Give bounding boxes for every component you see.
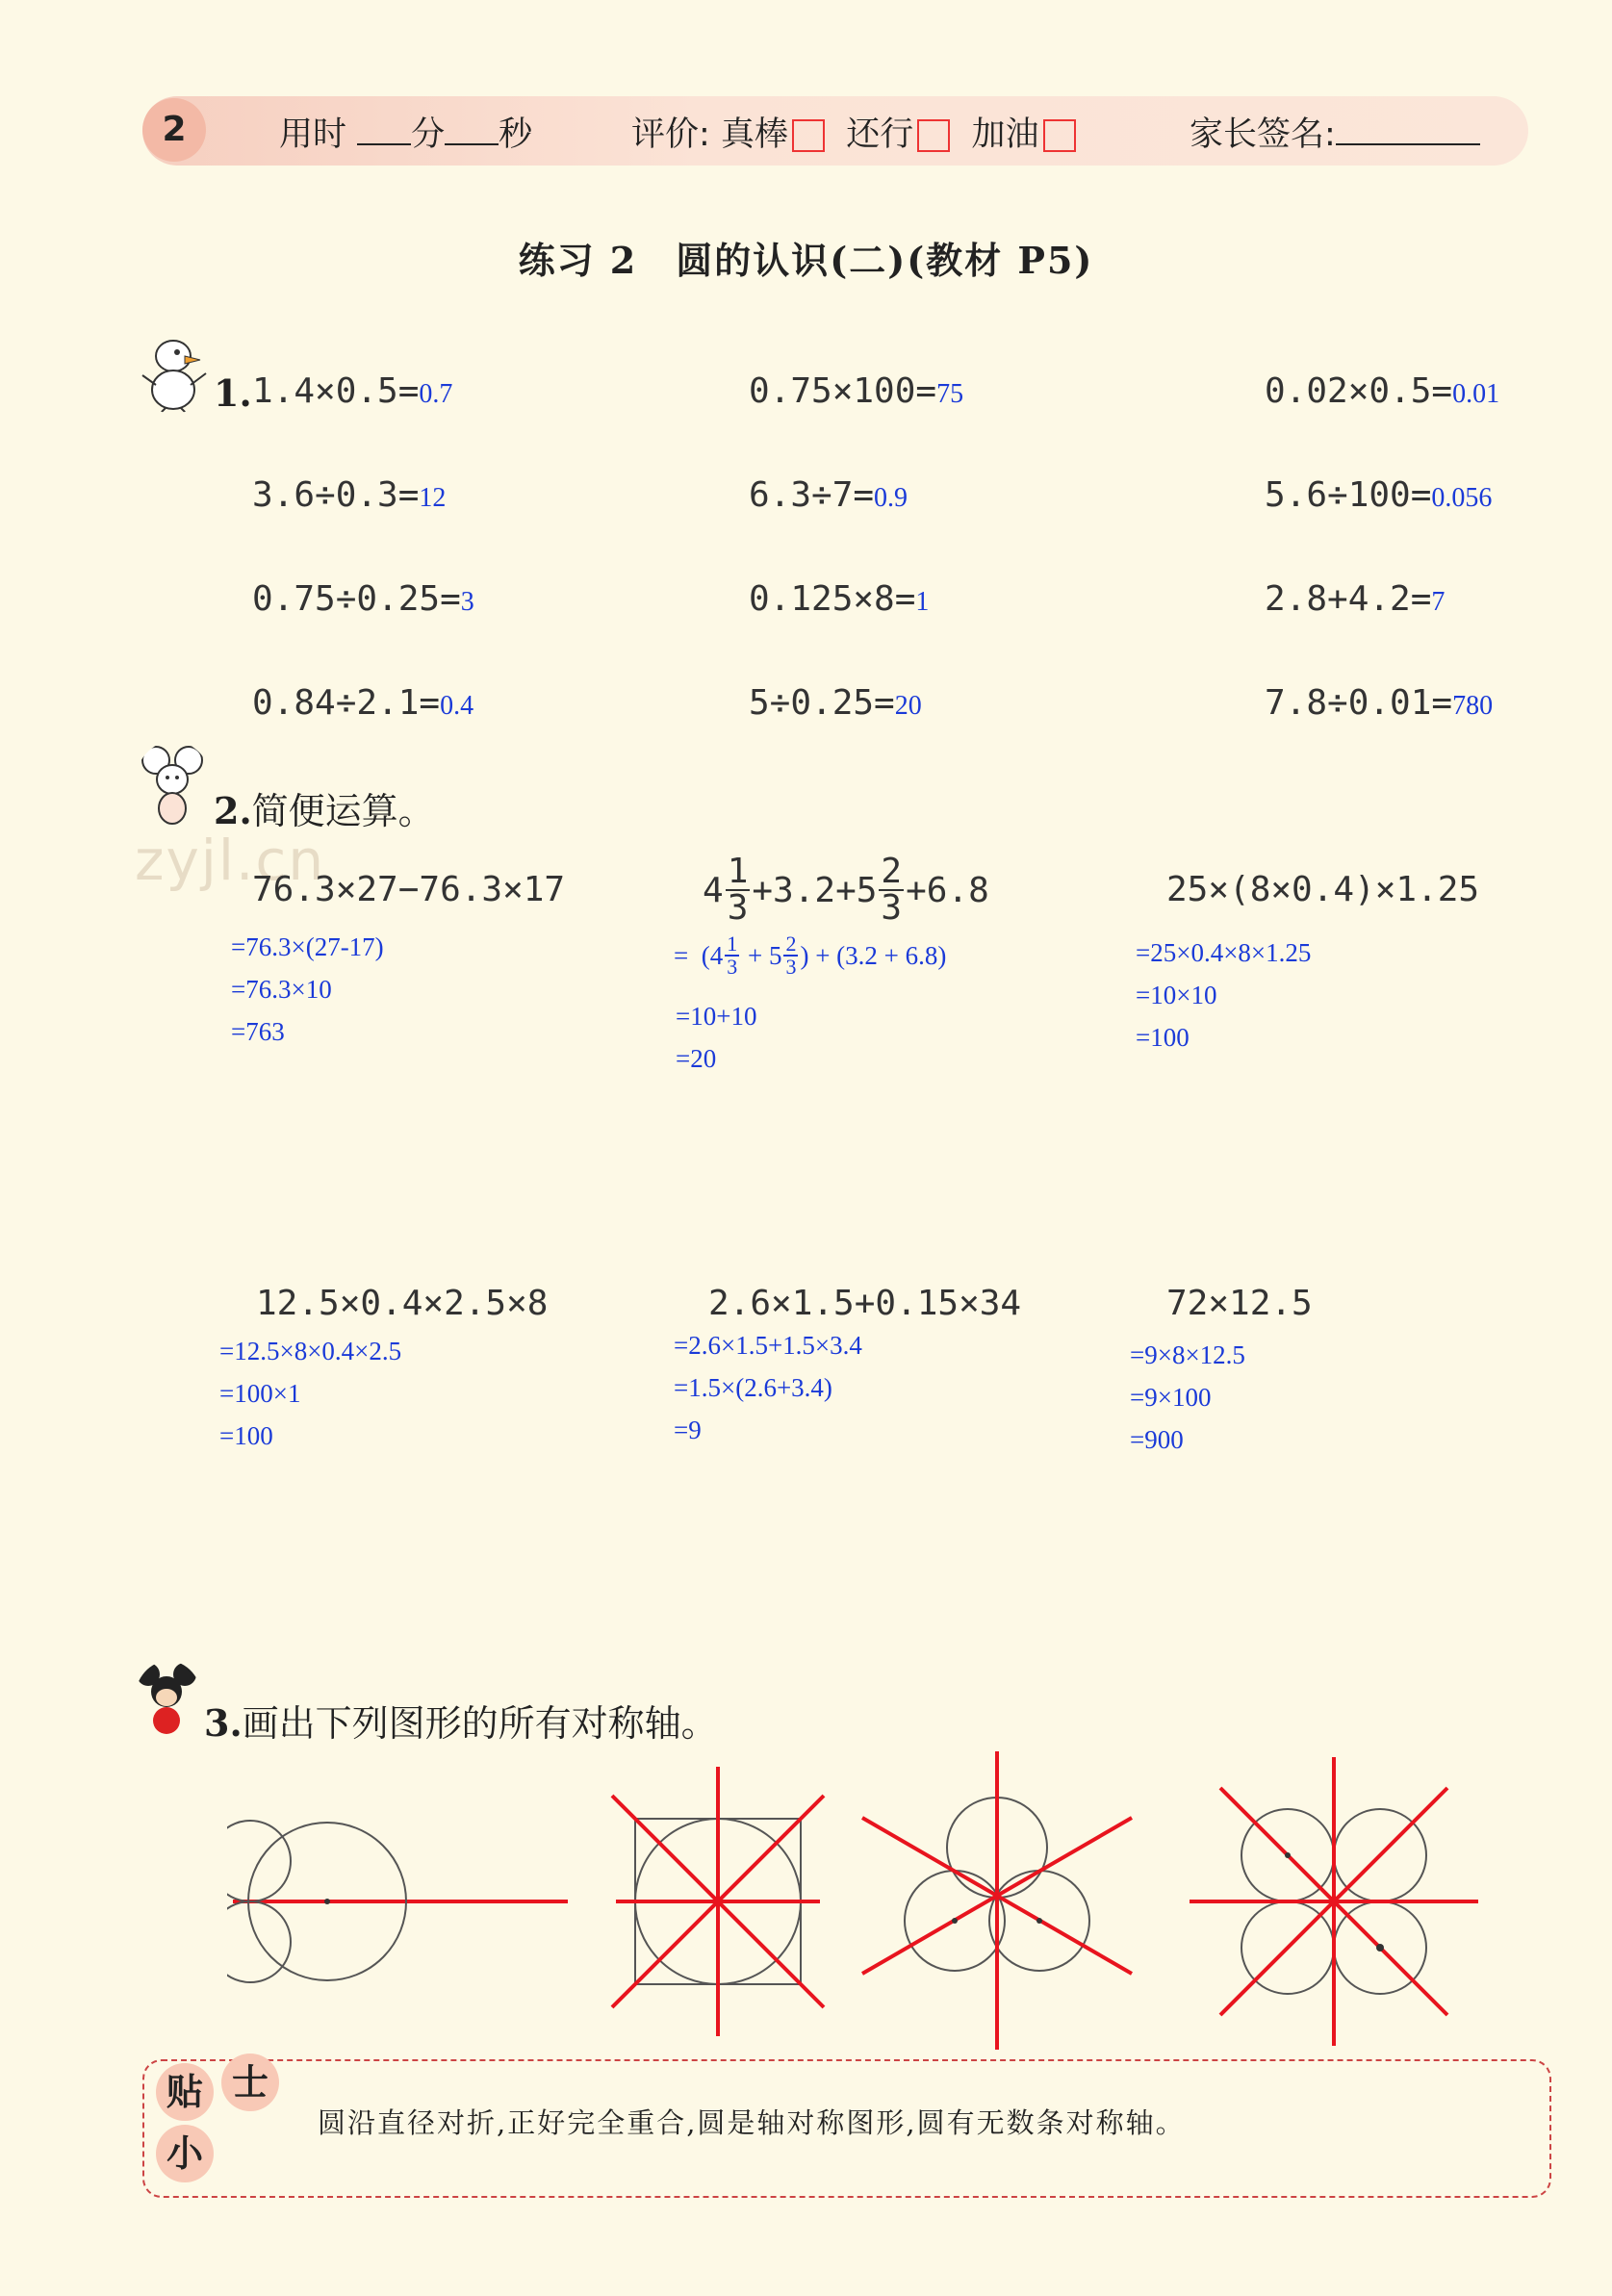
page-number: 2 — [142, 98, 206, 162]
q2-problem-expression — [703, 852, 989, 928]
q3-figures — [227, 1751, 1488, 2059]
rating-checkbox-ok[interactable] — [917, 119, 950, 152]
q1-answer: 0.9 — [874, 483, 908, 513]
q1-answer: 0.056 — [1431, 483, 1493, 513]
q3-text: 画出下列图形的所有对称轴。 — [242, 1702, 718, 1745]
fraction-denominator: 3 — [785, 955, 797, 979]
q2-problem-expression: 2.6×1.5+0.15×34 — [708, 1284, 1022, 1323]
tip-char-xiao: 小 — [156, 2125, 214, 2182]
center-dot — [324, 1899, 330, 1904]
fraction-numerator: 2 — [785, 931, 797, 956]
work-step: =763 — [231, 1017, 285, 1046]
work-step: =25×0.4×8×1.25 — [1136, 938, 1312, 967]
work-step: =12.5×8×0.4×2.5 — [219, 1337, 402, 1365]
q1-expression: 0.75×100= — [749, 371, 937, 411]
q2-work — [1130, 1334, 1245, 1461]
fraction-denominator: 3 — [881, 888, 903, 928]
rating-option-ok: 还行 — [846, 115, 914, 154]
q1-problem — [252, 371, 452, 411]
q1-expression: 0.02×0.5= — [1265, 371, 1453, 411]
tip-char-tie: 贴 — [156, 2063, 214, 2121]
work-step: =9 — [674, 1416, 702, 1444]
expression-part: 4 — [703, 870, 724, 910]
q1-expression: 1.4×0.5= — [252, 371, 420, 411]
work-step-part: = (4 — [674, 941, 724, 970]
q1-answer: 75 — [936, 379, 964, 409]
q1-expression: 2.8+4.2= — [1265, 579, 1432, 619]
rating-checkbox-keep-going[interactable] — [1043, 119, 1076, 152]
fraction-denominator: 3 — [727, 888, 749, 928]
q2-heading — [214, 781, 435, 834]
rating-option-keep-going: 加油 — [971, 115, 1039, 154]
work-step-part: ) + (3.2 + 6.8) — [800, 941, 947, 970]
mouse-mascot-icon — [135, 741, 212, 828]
work-step: =9×8×12.5 — [1130, 1340, 1245, 1369]
minute-blank[interactable] — [357, 116, 411, 145]
q1-expression: 0.75÷0.25= — [252, 579, 461, 619]
parent-signature-blank[interactable] — [1336, 116, 1480, 145]
rating-field — [631, 108, 1076, 156]
q1-expression: 7.8÷0.01= — [1265, 683, 1453, 723]
q1-answer: 780 — [1452, 691, 1494, 721]
fraction-numerator: 1 — [727, 852, 749, 891]
q1-expression: 0.125×8= — [749, 579, 916, 619]
expression-part: +3.2+5 — [752, 870, 878, 910]
q1-problem — [749, 683, 922, 723]
parent-signature-field — [1190, 108, 1480, 156]
time-field — [279, 108, 532, 156]
work-step: =20 — [676, 1044, 717, 1073]
q2-work — [1136, 931, 1311, 1059]
center-dot — [1376, 1944, 1384, 1952]
q1-problem — [1265, 683, 1493, 723]
parent-signature-label: 家长签名: — [1190, 115, 1336, 154]
q2-number: 2. — [214, 789, 252, 832]
second-label: 秒 — [499, 115, 533, 154]
figure-three-circles — [862, 1751, 1132, 2050]
q1-answer: 0.4 — [440, 691, 474, 721]
q1-answer: 12 — [419, 483, 447, 513]
fraction-denominator: 3 — [727, 955, 738, 979]
work-step: =10×10 — [1136, 981, 1217, 1009]
center-dot — [952, 1918, 958, 1924]
watermark: zyjl.cn — [135, 828, 326, 893]
work-step: =100×1 — [219, 1379, 301, 1408]
q1-expression: 5.6÷100= — [1265, 475, 1432, 515]
q1-problem — [749, 371, 963, 411]
work-step: =76.3×10 — [231, 975, 332, 1004]
q1-problem — [252, 475, 446, 515]
minute-label: 分 — [411, 115, 446, 154]
q2-work — [231, 926, 384, 1053]
fraction-numerator: 2 — [881, 852, 903, 891]
q1-answer: 20 — [894, 691, 922, 721]
rating-label: 评价: — [631, 115, 710, 154]
q2-work — [676, 995, 756, 1080]
fraction — [726, 852, 751, 928]
q3-number: 3. — [204, 1701, 243, 1745]
center-dot — [1285, 1852, 1291, 1858]
duck-mascot-icon — [135, 327, 212, 414]
work-step: =2.6×1.5+1.5×3.4 — [674, 1331, 862, 1360]
q1-answer: 0.7 — [419, 379, 453, 409]
work-step: =900 — [1130, 1425, 1184, 1454]
q1-problem — [749, 475, 908, 515]
q3-heading — [204, 1694, 718, 1747]
q2-problem-expression: 25×(8×0.4)×1.25 — [1166, 870, 1480, 909]
q1-problem — [252, 579, 474, 619]
work-step: =100 — [1136, 1023, 1190, 1052]
q2-problem-expression: 72×12.5 — [1166, 1284, 1313, 1323]
q1-answer: 1 — [915, 587, 930, 617]
expression-part: +6.8 — [906, 870, 989, 910]
work-step: =76.3×(27-17) — [231, 932, 384, 961]
figure-two-small-one-large-circles — [227, 1821, 568, 1982]
center-dot — [714, 1898, 722, 1905]
q1-answer: 0.01 — [1452, 379, 1500, 409]
work-step — [674, 933, 946, 978]
figure-four-circles — [1190, 1757, 1478, 2046]
q2-problem-expression: 76.3×27−76.3×17 — [252, 870, 566, 909]
q1-expression: 0.84÷2.1= — [252, 683, 441, 723]
second-blank[interactable] — [445, 116, 499, 145]
q1-problem — [1265, 475, 1492, 515]
q1-answer: 7 — [1431, 587, 1446, 617]
rating-checkbox-great[interactable] — [792, 119, 825, 152]
time-label: 用时 — [279, 115, 347, 154]
q2-problem-expression: 12.5×0.4×2.5×8 — [256, 1284, 549, 1323]
fraction — [879, 852, 904, 928]
q1-problem — [749, 579, 929, 619]
fraction-numerator: 1 — [727, 931, 738, 956]
q1-expression: 3.6÷0.3= — [252, 475, 420, 515]
work-step: =100 — [219, 1421, 273, 1450]
page-title: 练习 2 圆的认识(二)(教材 P5) — [518, 239, 1094, 282]
q1-problem — [252, 683, 473, 723]
q2-work — [674, 1324, 862, 1451]
fraction — [725, 933, 739, 978]
work-step: =9×100 — [1130, 1383, 1212, 1412]
q1-number: 1. — [214, 371, 252, 415]
q1-expression: 6.3÷7= — [749, 475, 875, 515]
work-step: =10+10 — [676, 1002, 757, 1031]
tip-char-shi: 士 — [221, 2054, 279, 2111]
center-dot — [1036, 1918, 1042, 1924]
q1-problem — [1265, 371, 1499, 411]
tip-text: 圆沿直径对折,正好完全重合,圆是轴对称图形,圆有无数条对称轴。 — [318, 2106, 1186, 2139]
mickey-mascot-icon — [135, 1661, 202, 1738]
figure-circle-in-square — [612, 1767, 824, 2036]
work-step-part: + 5 — [741, 941, 782, 970]
q2-work — [219, 1330, 401, 1457]
work-step: =1.5×(2.6+3.4) — [674, 1373, 832, 1402]
q1-problem — [1265, 579, 1445, 619]
q1-expression: 5÷0.25= — [749, 683, 895, 723]
fraction — [783, 933, 798, 978]
q2-text: 简便运算。 — [251, 790, 435, 832]
q1-answer: 3 — [460, 587, 474, 617]
rating-option-great: 真棒 — [720, 115, 788, 154]
